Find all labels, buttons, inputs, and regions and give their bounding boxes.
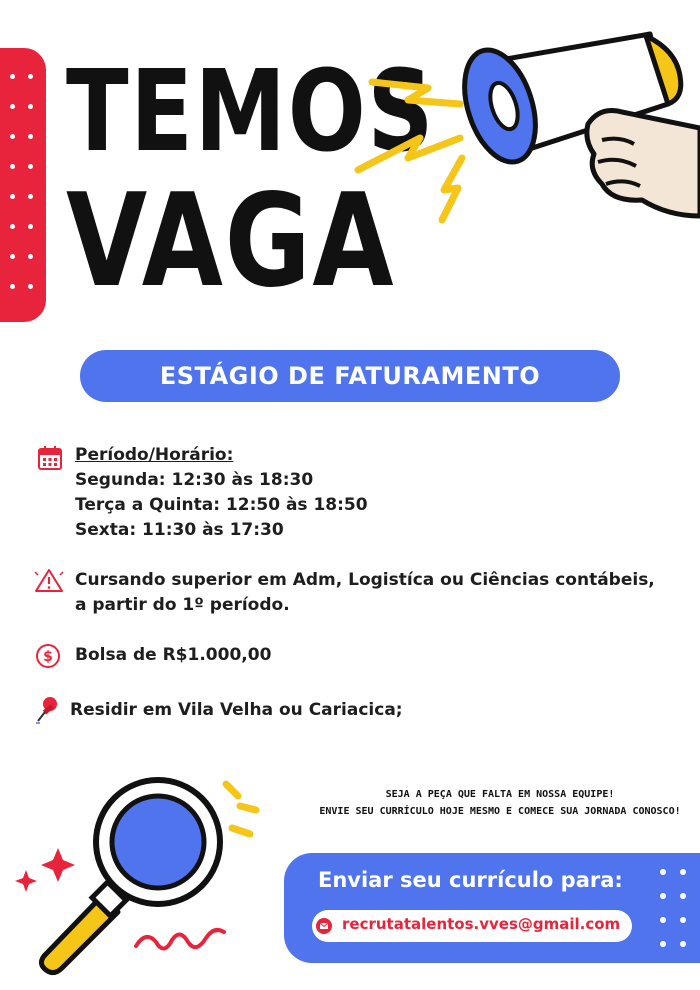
schedule-heading: Período/Horário: xyxy=(75,445,234,465)
schedule-line-tue-thu: Terça a Quinta: 12:50 às 18:50 xyxy=(75,495,368,515)
position-title-banner: ESTÁGIO DE FATURAMENTO xyxy=(80,350,620,402)
calendar-icon xyxy=(37,445,63,471)
location-text: Residir em Vila Velha ou Cariacica; xyxy=(70,700,403,720)
envelope-icon xyxy=(316,918,332,934)
schedule-line-monday: Segunda: 12:30 às 18:30 xyxy=(75,470,314,490)
promo-line-1: SEJA A PEÇA QUE FALTA EM NOSSA EQUIPE! xyxy=(385,789,615,800)
svg-text:$: $ xyxy=(43,649,53,665)
headline-line1: TEMOS xyxy=(66,47,436,177)
dollar-icon xyxy=(35,643,61,669)
promo-line-2: ENVIE SEU CURRÍCULO HOJE MESMO E COMECE SUA JORNADA CONOSCO! xyxy=(319,806,681,817)
stipend-text: Bolsa de R$1.000,00 xyxy=(75,645,272,665)
decorative-red-tab xyxy=(0,48,46,322)
cta-title: Enviar seu currículo para: xyxy=(318,868,623,892)
warning-icon xyxy=(33,566,65,594)
magnifier-illustration xyxy=(8,770,278,980)
schedule-line-friday: Sexta: 11:30 às 17:30 xyxy=(75,520,284,540)
megaphone-illustration xyxy=(350,20,700,240)
headline-line2: VAGA xyxy=(66,167,396,316)
pushpin-icon xyxy=(34,695,60,725)
requirement-line-1: Cursando superior em Adm, Logistíca ou Ciências contábeis, xyxy=(75,570,655,590)
requirement-line-2: a partir do 1º período. xyxy=(75,595,290,615)
email-address[interactable]: recrutatalentos.vves@gmail.com xyxy=(342,915,621,933)
